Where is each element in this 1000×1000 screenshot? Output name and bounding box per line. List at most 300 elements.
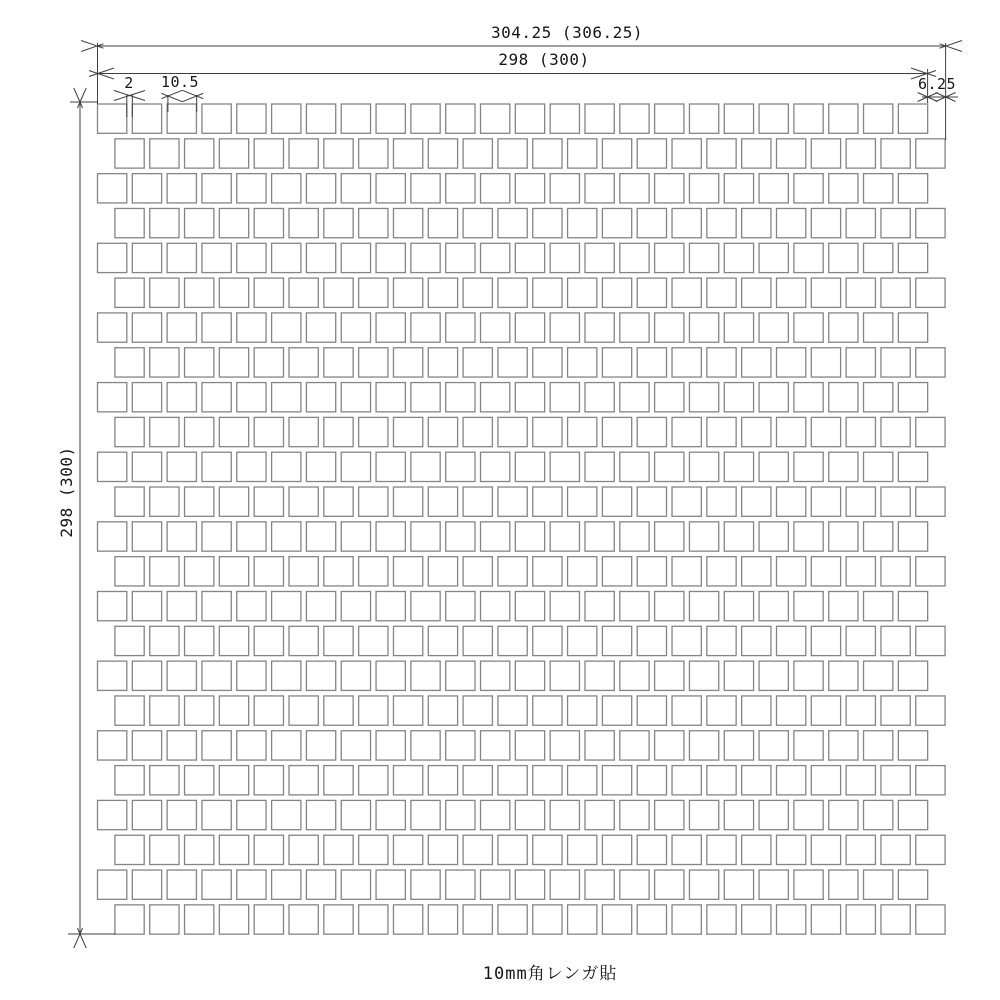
- tile: [219, 139, 248, 168]
- tile: [672, 487, 701, 516]
- tile: [254, 139, 283, 168]
- tile: [776, 278, 805, 307]
- tile: [150, 766, 179, 795]
- tile: [568, 278, 597, 307]
- tile: [550, 800, 579, 829]
- tile: [498, 696, 527, 725]
- tile: [202, 313, 231, 342]
- tile: [324, 487, 353, 516]
- tile: [167, 800, 196, 829]
- tile: [515, 661, 544, 690]
- tile: [776, 835, 805, 864]
- tile: [446, 591, 475, 620]
- tile: [498, 905, 527, 934]
- drawing-caption: 10mm角レンガ貼: [482, 964, 618, 984]
- tile: [359, 139, 388, 168]
- tile: [132, 174, 161, 203]
- tile: [898, 731, 927, 760]
- tile: [289, 626, 318, 655]
- tile: [359, 278, 388, 307]
- tile: [237, 104, 266, 133]
- tile: [237, 800, 266, 829]
- tile: [98, 870, 127, 899]
- tile: [568, 905, 597, 934]
- tile: [794, 174, 823, 203]
- tile: [254, 208, 283, 237]
- tile: [341, 243, 370, 272]
- tile: [689, 383, 718, 412]
- tile: [829, 104, 858, 133]
- tile: [881, 487, 910, 516]
- tile: [237, 243, 266, 272]
- tile: [672, 139, 701, 168]
- tile: [341, 661, 370, 690]
- tile: [359, 835, 388, 864]
- tile: [498, 487, 527, 516]
- tile: [185, 208, 214, 237]
- tile: [864, 800, 893, 829]
- tile: [672, 278, 701, 307]
- tile: [916, 626, 945, 655]
- tile: [759, 313, 788, 342]
- tile: [185, 417, 214, 446]
- tile: [272, 383, 301, 412]
- tile: [602, 139, 631, 168]
- tile: [272, 313, 301, 342]
- tile: [150, 835, 179, 864]
- tile: [98, 313, 127, 342]
- tile: [254, 278, 283, 307]
- tile: [376, 800, 405, 829]
- tile: [411, 174, 440, 203]
- tile: [202, 800, 231, 829]
- tile: [306, 731, 335, 760]
- tile: [393, 417, 422, 446]
- tile: [306, 591, 335, 620]
- tile: [550, 452, 579, 481]
- tile: [498, 417, 527, 446]
- tile: [202, 591, 231, 620]
- tile: [707, 835, 736, 864]
- tile: [550, 731, 579, 760]
- tile: [411, 104, 440, 133]
- tile: [115, 905, 144, 934]
- tile: [585, 522, 614, 551]
- tile: [237, 731, 266, 760]
- tile: [185, 139, 214, 168]
- tile: [829, 661, 858, 690]
- tile: [428, 905, 457, 934]
- tile: [376, 522, 405, 551]
- tile: [498, 348, 527, 377]
- tile: [393, 139, 422, 168]
- tile: [515, 591, 544, 620]
- tile: [498, 557, 527, 586]
- tile: [620, 313, 649, 342]
- tile: [428, 766, 457, 795]
- tile: [794, 661, 823, 690]
- tile: [707, 626, 736, 655]
- tile: [776, 766, 805, 795]
- tile: [132, 243, 161, 272]
- tile: [359, 348, 388, 377]
- tile: [602, 766, 631, 795]
- tile: [898, 104, 927, 133]
- tile: [794, 731, 823, 760]
- tile: [324, 626, 353, 655]
- tile: [864, 731, 893, 760]
- tile: [185, 626, 214, 655]
- tile: [846, 557, 875, 586]
- tile: [393, 835, 422, 864]
- tile: [916, 835, 945, 864]
- tile: [759, 661, 788, 690]
- tile: [898, 452, 927, 481]
- tile: [533, 557, 562, 586]
- tile: [132, 452, 161, 481]
- tile: [481, 243, 510, 272]
- tile: [672, 905, 701, 934]
- tile: [637, 208, 666, 237]
- tile: [533, 139, 562, 168]
- tile: [829, 522, 858, 551]
- tile: [759, 383, 788, 412]
- tile: [568, 835, 597, 864]
- tile: [515, 522, 544, 551]
- tile: [272, 522, 301, 551]
- tile: [428, 278, 457, 307]
- tile: [306, 174, 335, 203]
- tile: [898, 522, 927, 551]
- tile: [272, 174, 301, 203]
- tile: [864, 104, 893, 133]
- tile: [463, 208, 492, 237]
- tile: [794, 452, 823, 481]
- tile: [515, 452, 544, 481]
- tile: [776, 557, 805, 586]
- tile: [98, 661, 127, 690]
- tile: [689, 452, 718, 481]
- tile: [237, 174, 266, 203]
- tile: [568, 417, 597, 446]
- tile: [132, 731, 161, 760]
- tile: [794, 383, 823, 412]
- tile: [568, 557, 597, 586]
- tile: [219, 208, 248, 237]
- tile: [602, 417, 631, 446]
- tile: [411, 313, 440, 342]
- tile: [515, 731, 544, 760]
- tile: [759, 800, 788, 829]
- tile: [185, 487, 214, 516]
- dim-sheet-width-label: 298 (300): [498, 50, 590, 69]
- tile: [585, 661, 614, 690]
- tile: [306, 522, 335, 551]
- tile: [376, 731, 405, 760]
- tile: [254, 626, 283, 655]
- tile: [864, 383, 893, 412]
- tile: [254, 487, 283, 516]
- tile: [150, 696, 179, 725]
- tile: [411, 591, 440, 620]
- tile: [446, 243, 475, 272]
- tile: [864, 452, 893, 481]
- tile: [637, 696, 666, 725]
- tile: [411, 522, 440, 551]
- tile: [463, 487, 492, 516]
- tile: [898, 661, 927, 690]
- tile: [376, 591, 405, 620]
- tile: [707, 417, 736, 446]
- tile: [150, 626, 179, 655]
- tile: [533, 835, 562, 864]
- tile: [115, 557, 144, 586]
- tile: [98, 243, 127, 272]
- tile: [864, 243, 893, 272]
- tile: [463, 626, 492, 655]
- tile: [167, 522, 196, 551]
- tile: [655, 591, 684, 620]
- tile: [864, 522, 893, 551]
- tile: [776, 905, 805, 934]
- tile: [811, 766, 840, 795]
- tile: [150, 278, 179, 307]
- tile: [742, 626, 771, 655]
- tile: [794, 800, 823, 829]
- tile: [602, 278, 631, 307]
- tile: [393, 278, 422, 307]
- tile: [481, 522, 510, 551]
- tile: [602, 626, 631, 655]
- tile: [341, 313, 370, 342]
- tile: [672, 417, 701, 446]
- tile: [272, 870, 301, 899]
- tile: [115, 417, 144, 446]
- tile: [811, 139, 840, 168]
- tile: [481, 452, 510, 481]
- tile: [898, 174, 927, 203]
- tile: [689, 104, 718, 133]
- tile: [272, 243, 301, 272]
- tile: [272, 104, 301, 133]
- tile: [463, 557, 492, 586]
- tile: [689, 661, 718, 690]
- tile: [376, 104, 405, 133]
- tile: [115, 487, 144, 516]
- tile: [881, 557, 910, 586]
- tile: [655, 313, 684, 342]
- tile: [881, 696, 910, 725]
- tile: [359, 417, 388, 446]
- tile: [219, 766, 248, 795]
- tile: [898, 313, 927, 342]
- tile: [829, 731, 858, 760]
- tile: [341, 731, 370, 760]
- tile: [916, 417, 945, 446]
- tile: [98, 104, 127, 133]
- tile: [254, 696, 283, 725]
- tile: [881, 766, 910, 795]
- tile: [202, 522, 231, 551]
- tile: [829, 313, 858, 342]
- tile: [550, 661, 579, 690]
- tile: [898, 591, 927, 620]
- tile: [707, 557, 736, 586]
- tile: [829, 591, 858, 620]
- tile: [446, 661, 475, 690]
- tile: [185, 278, 214, 307]
- tile: [811, 417, 840, 446]
- tile: [202, 104, 231, 133]
- tile: [237, 870, 266, 899]
- tile: [829, 383, 858, 412]
- tile: [428, 348, 457, 377]
- tile: [776, 696, 805, 725]
- tile: [446, 800, 475, 829]
- tile: [428, 626, 457, 655]
- tile: [185, 766, 214, 795]
- tile: [446, 174, 475, 203]
- tile: [620, 591, 649, 620]
- tile: [428, 557, 457, 586]
- tile: [811, 487, 840, 516]
- tile: [376, 661, 405, 690]
- tile: [167, 174, 196, 203]
- tile: [185, 348, 214, 377]
- tile: [533, 696, 562, 725]
- tile: [724, 661, 753, 690]
- tile: [620, 452, 649, 481]
- tile: [707, 208, 736, 237]
- tile: [742, 278, 771, 307]
- tile: [846, 208, 875, 237]
- tile: [254, 766, 283, 795]
- tile: [463, 278, 492, 307]
- tile: [742, 766, 771, 795]
- tile: [533, 348, 562, 377]
- tile: [132, 870, 161, 899]
- tile: [759, 591, 788, 620]
- tile: [846, 417, 875, 446]
- dim-sheet-height-label: 298 (300): [57, 446, 76, 538]
- tile: [272, 452, 301, 481]
- tile: [620, 661, 649, 690]
- tile: [428, 835, 457, 864]
- dim-joint-label: 2: [124, 74, 134, 92]
- tile: [916, 208, 945, 237]
- tile: [515, 243, 544, 272]
- tile: [376, 452, 405, 481]
- tile: [254, 835, 283, 864]
- tile: [132, 800, 161, 829]
- tile: [916, 487, 945, 516]
- tile: [393, 557, 422, 586]
- tile: [515, 383, 544, 412]
- tile: [585, 800, 614, 829]
- tile: [167, 383, 196, 412]
- tile: [463, 905, 492, 934]
- tile: [219, 278, 248, 307]
- tile: [672, 557, 701, 586]
- tile: [289, 905, 318, 934]
- tile: [689, 313, 718, 342]
- tile: [568, 766, 597, 795]
- tile: [98, 731, 127, 760]
- dim-sheet-width-line: [89, 68, 936, 79]
- tile: [515, 870, 544, 899]
- tile: [585, 452, 614, 481]
- tile: [289, 278, 318, 307]
- tile: [498, 835, 527, 864]
- tile: [411, 661, 440, 690]
- tile: [428, 139, 457, 168]
- tile: [533, 626, 562, 655]
- tile: [742, 835, 771, 864]
- tile: [515, 800, 544, 829]
- tile: [568, 348, 597, 377]
- tile: [115, 626, 144, 655]
- tile: [898, 243, 927, 272]
- tile: [498, 766, 527, 795]
- tile: [376, 870, 405, 899]
- tile: [811, 905, 840, 934]
- tile: [254, 348, 283, 377]
- tile: [463, 348, 492, 377]
- tile: [185, 835, 214, 864]
- tile: [446, 522, 475, 551]
- tile: [98, 174, 127, 203]
- tile: [672, 348, 701, 377]
- tile: [881, 208, 910, 237]
- tile: [498, 626, 527, 655]
- tile: [568, 208, 597, 237]
- tile: [289, 696, 318, 725]
- tile: [864, 313, 893, 342]
- tile: [272, 661, 301, 690]
- tile: [898, 870, 927, 899]
- tile: [550, 383, 579, 412]
- tile: [446, 731, 475, 760]
- tile: [759, 522, 788, 551]
- tile: [481, 731, 510, 760]
- tile: [237, 383, 266, 412]
- tile: [289, 348, 318, 377]
- tile: [324, 766, 353, 795]
- tile: [602, 835, 631, 864]
- tile: [811, 208, 840, 237]
- tile: [637, 139, 666, 168]
- tile: [620, 104, 649, 133]
- tile: [167, 452, 196, 481]
- tile: [132, 661, 161, 690]
- tile: [289, 139, 318, 168]
- tile: [115, 208, 144, 237]
- tile: [202, 870, 231, 899]
- tile: [864, 870, 893, 899]
- tile: [515, 174, 544, 203]
- tile: [776, 417, 805, 446]
- tile: [655, 870, 684, 899]
- tile: [533, 487, 562, 516]
- tile: [724, 104, 753, 133]
- tile: [637, 626, 666, 655]
- tile: [237, 522, 266, 551]
- tile: [237, 591, 266, 620]
- tile: [324, 139, 353, 168]
- tile: [620, 383, 649, 412]
- tile: [829, 870, 858, 899]
- tile: [98, 452, 127, 481]
